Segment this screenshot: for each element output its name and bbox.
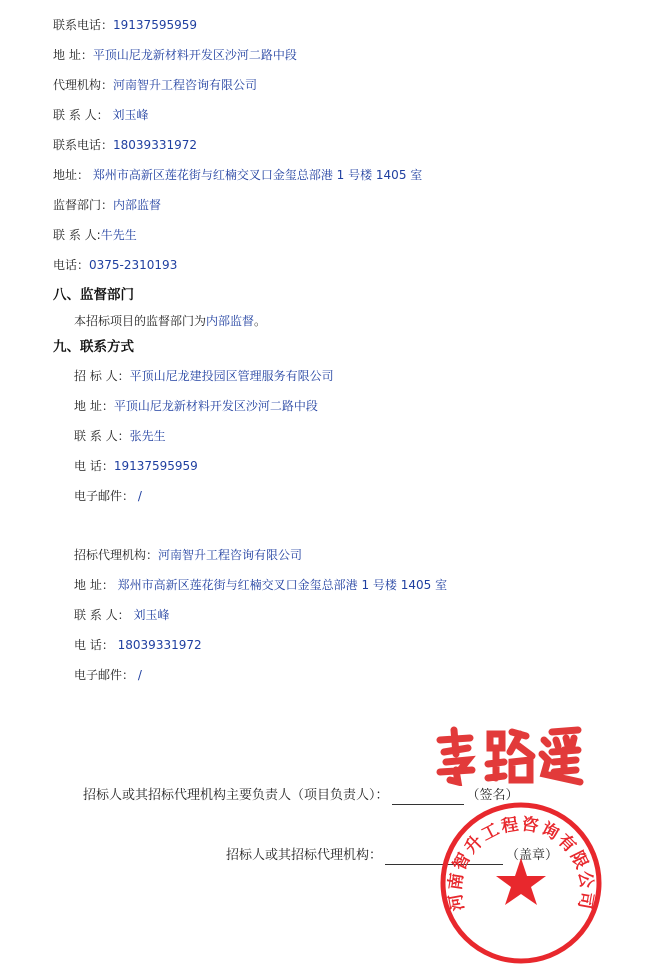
agency-row — [74, 547, 302, 563]
label: 联系电话： — [53, 18, 114, 32]
top-address-row — [53, 47, 297, 63]
value: 19137595959 — [113, 459, 198, 473]
label: 联 系 人： — [74, 429, 130, 443]
label: 地 址： — [74, 399, 114, 413]
stamp-label: 招标人或其招标代理机构： — [226, 848, 383, 863]
top-agency-row — [53, 77, 257, 93]
top-address2-row — [53, 167, 422, 183]
top-phone-row — [53, 17, 197, 33]
label: 代理机构： — [53, 78, 114, 92]
value: 18039331972 — [113, 138, 197, 152]
label: 联 系 人： — [74, 608, 130, 622]
agency-address-row — [74, 577, 447, 593]
label: 地 址： — [53, 48, 93, 62]
value: 牛先生 — [100, 228, 137, 242]
value: 刘玉峰 — [108, 108, 149, 122]
label: 电 话： — [74, 638, 114, 652]
top-phone2-row — [53, 137, 197, 153]
text-value: 内部监督 — [206, 314, 255, 328]
value: 内部监督 — [113, 198, 162, 212]
label: 联 系 人： — [53, 108, 109, 122]
stamp-suffix: （盖章） — [506, 848, 559, 863]
value: 平顶山尼龙建投园区管理服务有限公司 — [129, 369, 334, 383]
tenderer-row — [74, 368, 334, 384]
tenderer-email-row — [74, 488, 142, 504]
value: 18039331972 — [113, 638, 202, 652]
value: 平顶山尼龙新材料开发区沙河二路中段 — [92, 48, 297, 62]
top-contact-row — [53, 107, 148, 123]
tenderer-contact-row — [74, 428, 166, 444]
top-supervise-row — [53, 197, 161, 213]
label: 地 址： — [74, 578, 114, 592]
label: 电 话： — [74, 459, 114, 473]
section9-heading: 九、联系方式 — [53, 339, 134, 355]
value: 19137595959 — [113, 18, 197, 32]
signature-label: 招标人或其招标代理机构主要负责人（项目负责人）： — [83, 788, 389, 803]
signature-suffix: （签名） — [466, 788, 519, 803]
label: 招 标 人： — [74, 369, 130, 383]
seal-text: 河南智升工程咨询有限公司 — [445, 814, 597, 913]
tenderer-phone-row — [74, 458, 198, 474]
label: 地址： — [53, 168, 90, 182]
agency-email-row — [74, 667, 142, 683]
value: 平顶山尼龙新材料开发区沙河二路中段 — [113, 399, 318, 413]
value: 0375-2310193 — [89, 258, 178, 272]
top-tel-row — [53, 257, 177, 273]
company-seal — [438, 800, 604, 966]
star-icon — [496, 858, 546, 905]
handwritten-signature — [434, 726, 584, 786]
text-before: 本招标项目的监督部门为 — [74, 314, 207, 328]
tenderer-address-row — [74, 398, 318, 414]
value: 刘玉峰 — [129, 608, 170, 622]
value: 郑州市高新区莲花街与红楠交叉口金玺总部港 1 号楼 1405 室 — [113, 578, 448, 592]
agency-contact-row — [74, 607, 169, 623]
value: / — [134, 489, 142, 503]
label: 电子邮件： — [74, 489, 135, 503]
value: 郑州市高新区莲花街与红楠交叉口金玺总部港 1 号楼 1405 室 — [89, 168, 423, 182]
label: 电子邮件： — [74, 668, 135, 682]
text-after: 。 — [254, 314, 267, 328]
value: / — [134, 668, 142, 682]
label: 联系电话： — [53, 138, 114, 152]
value: 张先生 — [129, 429, 166, 443]
agency-phone-row — [74, 637, 202, 653]
section8-heading: 八、监督部门 — [53, 287, 134, 303]
value: 河南智升工程咨询有限公司 — [158, 548, 303, 562]
top-contact2-row — [53, 227, 137, 243]
section8-text — [74, 313, 266, 329]
label: 招标代理机构： — [74, 548, 159, 562]
label: 监督部门： — [53, 198, 114, 212]
label: 联 系 人: — [53, 228, 101, 242]
value: 河南智升工程咨询有限公司 — [113, 78, 258, 92]
label: 电话： — [53, 258, 90, 272]
